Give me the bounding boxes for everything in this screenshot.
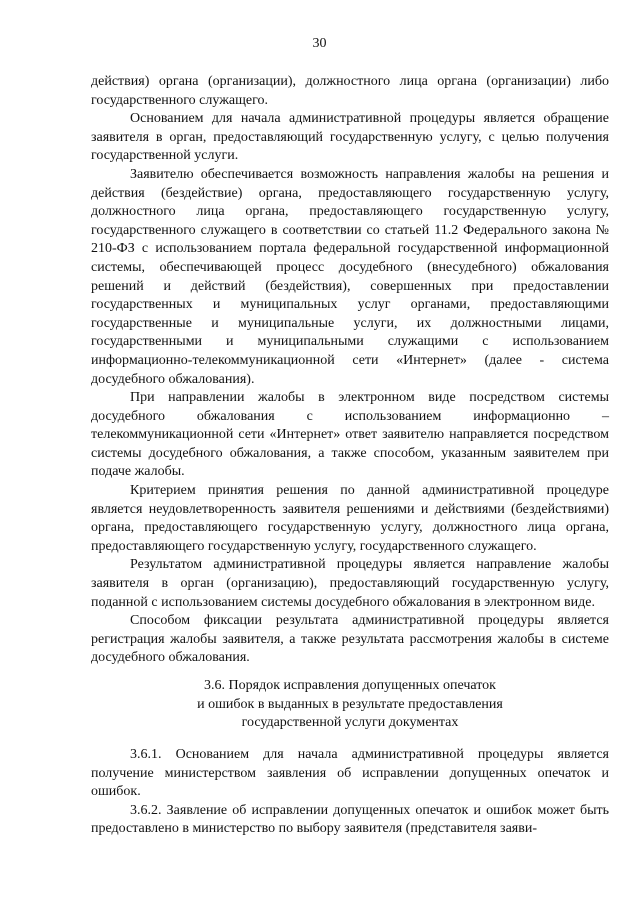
paragraph-3-6-2: 3.6.2. Заявление об исправлении допущенных опечаток и ошибок может быть предоставлено в министерство по выбору заявителя (представителя заяви-: [91, 802, 609, 837]
body-text-bottom: [91, 746, 609, 839]
paragraph-3-6-1: 3.6.1. Основанием для начала административной процедуры является получение министерством заявления об исправлении допущенных опечаток и ошибок.: [91, 747, 609, 800]
section-heading: [91, 677, 609, 733]
paragraph-electronic-complaint: При направлении жалобы в электронном виде посредством системы досудебного обжалования с использованием информационно – телекоммуникационной сети «Интернет» ответ заявителю направляется посредством системы досудебного обжалования, а также способом, указанным заявителем при подаче жалобы.: [91, 390, 609, 480]
paragraph-basis-for-procedure: Основанием для начала административной процедуры является обращение заявителя в орган, предоставляющий государственную услугу, с целью получения государственной услуги.: [91, 111, 609, 164]
section-heading-line-3: государственной услуги документах: [241, 715, 459, 731]
paragraph-complaint-possibility: Заявителю обеспечивается возможность направления жалобы на решения и действия (бездействие) органа, предоставляющего государственную услугу, должностного лица органа, предоставляющего государственную услугу, государственного служащего в соответствии со статьей 11.2 Федерального закона № 210-ФЗ с использованием портала федеральной государственной информационной системы, обеспечивающей процесс досудебного (внесудебного) обжалования решений и действий (бездействия), совершенных при предоставлении государственных и муниципальных услуг органами, предоставляющими государственные и муниципальные услуги, их должностными лицами, государственными и муниципальными служащими с использованием информационно-телекоммуникационной сети «Интернет» (далее - система досудебного обжалования).: [91, 166, 609, 387]
paragraph-decision-criterion: Критерием принятия решения по данной административной процедуре является неудовлетворенность заявителя решениями и действиями (бездействиями) органа, предоставляющего государственную услугу, должностного лица органа, предоставляющего государственную услугу, государственного служащего.: [91, 483, 609, 554]
paragraph-continuation: действия) органа (организации), должностного лица органа (организации) либо государственного служащего.: [91, 74, 609, 108]
section-heading-line-1: 3.6. Порядок исправления допущенных опечаток: [204, 678, 496, 693]
paragraph-result-recording: Способом фиксации результата административной процедуры является регистрация жалобы заявителя, а также результата рассмотрения жалобы в системе досудебного обжалования.: [91, 613, 609, 666]
paragraph-procedure-result: Результатом административной процедуры является направление жалобы заявителя в орган (организацию), предоставляющий государственную услугу, поданной с использованием системы досудебного обжалования в электронном виде.: [91, 557, 609, 610]
page-number: 30: [312, 36, 327, 51]
section-heading-line-2: и ошибок в выданных в результате предоставления: [197, 696, 503, 712]
body-text-top: [91, 73, 609, 668]
